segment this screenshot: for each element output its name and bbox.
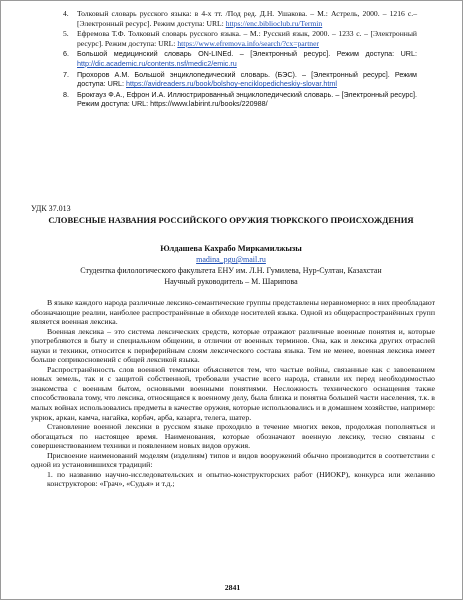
reference-item	[63, 9, 417, 28]
reference-number: 6.	[63, 49, 69, 59]
reference-link[interactable]: https://avidreaders.ru/book/bolshoy-enciklopedicheskiy-slovar.html	[126, 79, 337, 89]
article-body	[31, 298, 435, 489]
reference-link[interactable]: https://enc.biblioclub.ru/Termin	[225, 18, 323, 28]
article-title: СЛОВЕСНЫЕ НАЗВАНИЯ РОССИЙСКОГО ОРУЖИЯ ТЮРКСКОГО ПРОИСХОЖДЕНИЯ	[48, 215, 414, 225]
page-number: 2841	[224, 583, 241, 592]
reference-text: Прохоров А.М. Большой энциклопедический словарь. (БЭС). – [Электронный ресурс]. Режим доступа: URL:	[77, 69, 417, 89]
author-affiliation: Студентка филологического факультета ЕНУ им. Л.Н. Гумилева, Нур-Султан, Казахстан	[80, 266, 382, 275]
paragraph: Военная лексика – это система лексических средств, которые отражают различные военные понятия и, которые употребляются в быту и специальном общении, в отличии от военных терминов. Она, как и лексика других отраслей науки и техники, относится к периферийным слоям лексического состава языка. Тем не менее, военная лексика имеет больше соприкосновений с общей лексикой языка.	[31, 326, 435, 365]
reference-item	[63, 49, 417, 68]
reference-text: Ефремова Т.Ф. Толковый словарь русского языка. – М.: Русский язык, 2000. – 1233 с. – [Электронный ресурс]. Режим доступа: URL:	[77, 29, 417, 48]
reference-item	[63, 89, 417, 109]
paragraph: Распространённость слов военной тематики объясняется тем, что частые войны, связанные как с завоеванием новых земель, так и с защитой собственной, требовали участие всего народа, ставили их перед необходимостью знакомства с военным бытом, основными военными понятиями. Несложность технического оснащения также способствовала тому, что лексика, относящаяся к военному делу, была близка и понятна большей части населения, т.к. в малых войнах использовались предметы в качестве оружия, которые использовались и в домашнем хозяйстве, например: укрюк, аркан, камча, нагайка, корбач, арба, казарга, телега, шатер.	[31, 364, 435, 422]
reference-number: 5.	[63, 29, 69, 39]
paragraph: Становление военной лексики в русском языке проходило в течение многих веков, продолжая пополняться и обогащаться по настоящее время. Наименования, которые обозначают военную лексику, тесно связаны с совершенствованием техники и появлением новых видов оружия.	[31, 422, 435, 451]
reference-link[interactable]: http://dic.academic.ru/contents.nsf/medic2/emic.ru	[77, 58, 237, 68]
author-email[interactable]: madina_pgu@mail.ru	[196, 255, 266, 264]
reference-text: Большой медицинский словарь ON-LINEd. – [Электронный ресурс]. Режим доступа: URL:	[77, 49, 417, 59]
supervisor: Научный руководитель – М. Шарипова	[164, 277, 298, 286]
reference-number: 7.	[63, 69, 69, 79]
paragraph: В языке каждого народа различные лексико-семантические группы представлены неравномерно: в них преобладают обозначающие реалии, наиболее распространённые в обиходе носителей языка. Одной из общераспространённых групп является военная лексика.	[31, 298, 435, 327]
reference-item	[63, 69, 417, 89]
reference-number: 8.	[63, 89, 69, 99]
reference-link[interactable]: https://www.efremova.info/search/?cx=partner	[177, 38, 320, 48]
paragraph: Присвоение наименований моделям (изделиям) типов и видов вооружений обычно производится в соответствии с одной из установившихся традиций:	[31, 450, 435, 470]
reference-text: Брокгауз Ф.А., Ефрон И.А. Иллюстрированный энциклопедический словарь. – [Электронный ресурс]. Режим доступа: URL: https://www.labirint.ru/books/220988/	[77, 89, 417, 109]
author-name: Юлдашева Кахрабо Миркамилжызы	[160, 244, 302, 253]
udk-code: УДК 37.013	[31, 204, 71, 213]
reference-number: 4.	[63, 9, 69, 18]
reference-list	[63, 9, 417, 110]
reference-text: Толковый словарь русского языка: в 4-х тт. /Под ред. Д.Н. Ушакова. – М.: Астрель, 2000. – 1216 с.– [Электронный ресурс]. Режим доступа: URL:	[77, 9, 417, 28]
list-item: 1. по названию научно-исследовательских и опытно-конструкторских работ (НИОКР), конкурса или желанию конструкторов: «Грач», «Судья» и т.д.;	[47, 469, 435, 489]
reference-item	[63, 29, 417, 48]
